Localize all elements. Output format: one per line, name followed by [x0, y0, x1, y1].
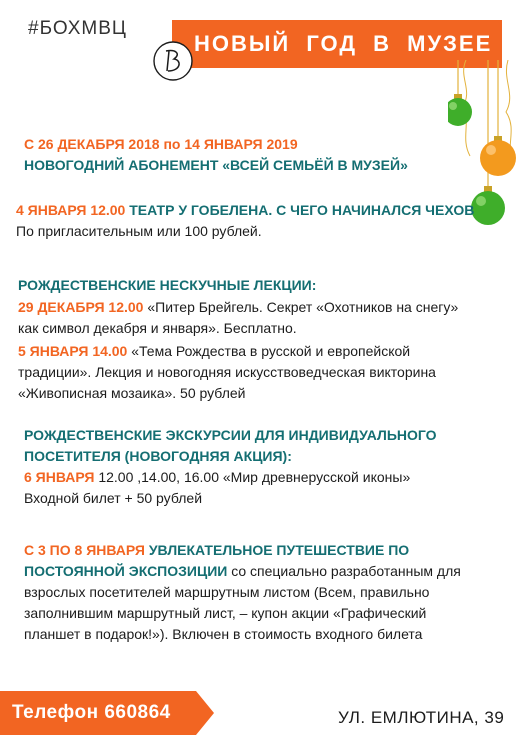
journey-desc-3: заполнившим маршрутный лист, – купон акции «Графический — [24, 605, 427, 621]
address: УЛ. ЕМЛЮТИНА, 39 — [338, 708, 505, 727]
lecture-1-title: «Питер Брейгель. Секрет «Охотников на снегу» — [143, 299, 459, 315]
theatre-line — [16, 200, 474, 221]
journey-desc-1: со специально разработанным для — [227, 563, 461, 579]
journey-title-1: УВЛЕКАТЕЛЬНОЕ ПУТЕШЕСТВИЕ ПО — [144, 542, 410, 558]
hashtag: #БОХМВЦ — [28, 18, 127, 39]
excursions-times-line — [24, 467, 410, 488]
journey-date: С 3 ПО 8 ЯНВАРЯ — [24, 542, 145, 558]
excursions-times: 12.00 ,14.00, 16.00 «Мир древнерусской иконы» — [94, 469, 411, 485]
theatre-title: ТЕАТР У ГОБЕЛЕНА. С ЧЕГО НАЧИНАЛСЯ ЧЕХОВ — [125, 202, 475, 218]
excursions-heading-1: РОЖДЕСТВЕНСКИЕ ЭКСКУРСИИ ДЛЯ ИНДИВИДУАЛЬНОГО — [24, 427, 437, 443]
lecture-2-line-1 — [18, 341, 410, 362]
page-title: НОВЫЙ ГОД В МУЗЕЕ — [172, 20, 502, 68]
lecture-1-date: 29 ДЕКАБРЯ 12.00 — [18, 299, 144, 315]
theatre-date: 4 ЯНВАРЯ 12.00 — [16, 202, 126, 218]
lecture-2-date: 5 ЯНВАРЯ 14.00 — [18, 343, 128, 359]
excursions-price: Входной билет + 50 рублей — [24, 490, 203, 506]
excursions-date: 6 ЯНВАРЯ — [24, 469, 95, 485]
phone-banner: Телефон 660864 — [0, 691, 196, 735]
journey-desc-2: взрослых посетителей маршрутным листом (Всем, правильно — [24, 584, 430, 600]
lecture-2-line-2: традиции». Лекция и новогодняя искусствоведческая викторина — [18, 364, 436, 380]
lecture-1-line-1 — [18, 297, 458, 318]
lecture-2-title: «Тема Рождества в русской и европейской — [127, 343, 411, 359]
journey-desc-4: планшет в подарок!»). Включен в стоимость входного билета — [24, 626, 423, 642]
journey-line-1 — [24, 540, 409, 561]
journey-line-2 — [24, 561, 461, 582]
theatre-price: По пригласительным или 100 рублей. — [16, 223, 262, 239]
excursions-heading-2: ПОСЕТИТЕЛЯ (НОВОГОДНЯЯ АКЦИЯ): — [24, 448, 292, 464]
lecture-2-line-3: «Живописная мозаика». 50 рублей — [18, 385, 246, 401]
intro-subscription: НОВОГОДНИЙ АБОНЕМЕНТ «ВСЕЙ СЕМЬЁЙ В МУЗЕЙ» — [24, 157, 408, 173]
lectures-heading: РОЖДЕСТВЕНСКИЕ НЕСКУЧНЫЕ ЛЕКЦИИ: — [18, 277, 317, 293]
journey-title-2: ПОСТОЯННОЙ ЭКСПОЗИЦИИ — [24, 563, 228, 579]
intro-dates: С 26 ДЕКАБРЯ 2018 по 14 ЯНВАРЯ 2019 — [24, 136, 298, 152]
lecture-1-line-2: как символ декабря и января». Бесплатно. — [18, 320, 297, 336]
